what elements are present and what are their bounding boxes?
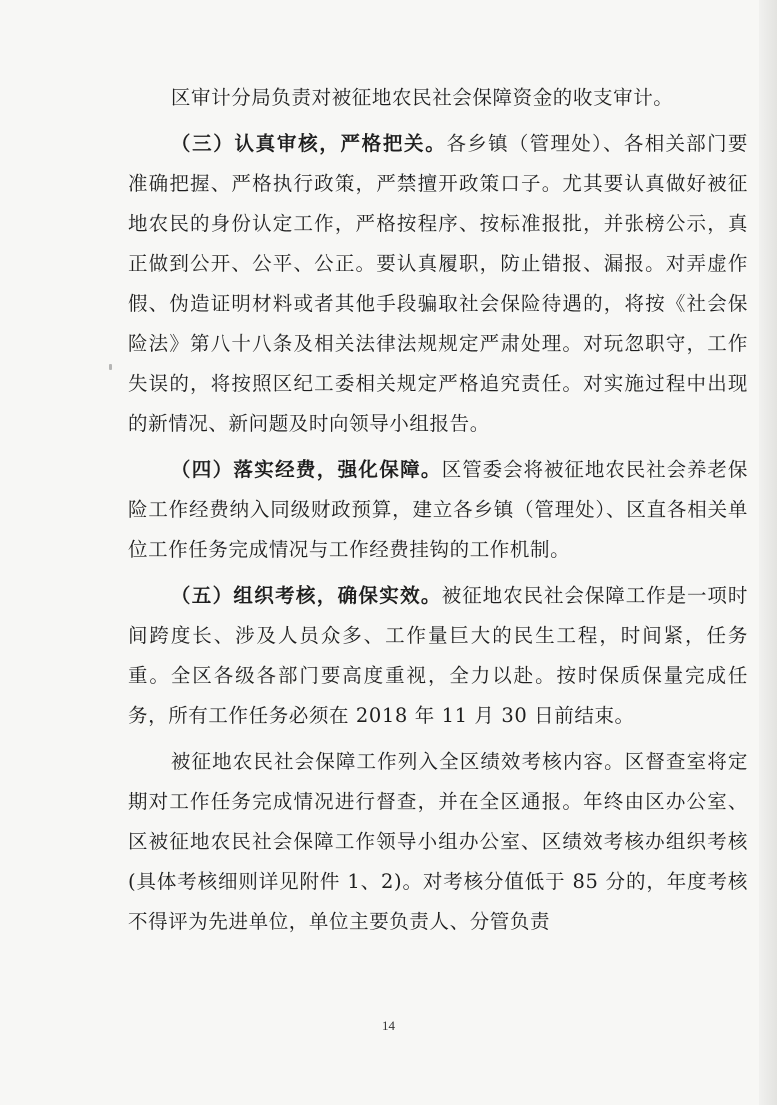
paragraph-text: 各乡镇（管理处）、各相关部门要准确把握、严格执行政策，严禁擅开政策口子。尤其要认真做好被征地农民的身份认定工作，严格按程序、按标准报批，并张榜公示，真正做到公开、公平、公正。要认真履职，防止错报、漏报。对弄虚作假、伪造证明材料或者其他手段骗取社会保险待遇的，将按《社会保险法》第八十八条及相关法律法规规定严肃处理。对玩忽职守，工作失误的，将按照区纪工委相关规定严格追究责任。对实施过程中出现的新情况、新问题及时向领导小组报告。 xyxy=(128,132,748,435)
section-heading: （五）组织考核，确保实效。 xyxy=(170,584,442,607)
paragraph-text: 被征地农民社会保障工作是一项时间跨度长、涉及人员众多、工作量巨大的民生工程，时间紧，任务重。全区各级各部门要高度重视，全力以赴。按时保质保量完成任务，所有工作任务必须在 2018 年 11 月 30 日前结束。 xyxy=(128,584,748,727)
page-number: 14 xyxy=(382,1018,395,1033)
section-heading: （三）认真审核，严格把关。 xyxy=(170,132,447,155)
paragraph-text: 被征地农民社会保障工作列入全区绩效考核内容。区督查室将定期对工作任务完成情况进行督查，并在全区通报。年终由区办公室、区被征地农民社会保障工作领导小组办公室、区绩效考核办组织考核(具体考核细则详见附件 1、2)。对考核分值低于 85 分的，年度考核不得评为先进单位，单位主要负责人、分管负责 xyxy=(128,750,748,933)
paragraph-section-3 xyxy=(128,124,748,444)
scan-speck xyxy=(109,364,112,370)
body-text xyxy=(128,78,748,948)
paragraph-audit xyxy=(128,78,748,118)
paragraph-assessment xyxy=(128,742,748,942)
paragraph-text: 区审计分局负责对被征地农民社会保障资金的收支审计。 xyxy=(170,86,674,109)
page-edge-shadow xyxy=(759,0,777,1105)
paragraph-section-4 xyxy=(128,450,748,570)
paragraph-text: 区管委会将被征地农民社会养老保险工作经费纳入同级财政预算，建立各乡镇（管理处）、区直各相关单位工作任务完成情况与工作经费挂钩的工作机制。 xyxy=(128,458,748,561)
section-heading: （四）落实经费，强化保障。 xyxy=(170,458,442,481)
paragraph-section-5 xyxy=(128,576,748,736)
